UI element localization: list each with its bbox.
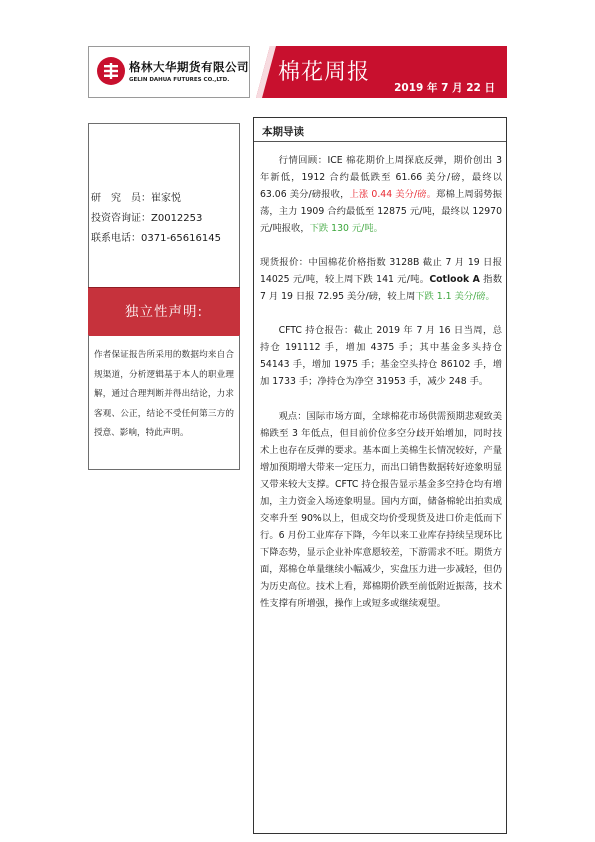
analyst-name: 研 究 员：崔家悦 xyxy=(91,193,181,204)
spot-price-cotlook: 指数 7 月 19 日报 72.95 美分/磅，较上周 xyxy=(260,274,503,302)
spot-price-paragraph xyxy=(260,254,502,305)
report-date: 2019 年 7 月 22 日 xyxy=(394,82,495,94)
company-emblem-icon xyxy=(97,57,125,85)
independence-statement-body: 作者保证报告所采用的数据均来自合规渠道，分析逻辑基于本人的职业理解，通过合理判断并得出结论，力求客观、公正，结论不受任何第三方的授意、影响，特此声明。 xyxy=(94,350,234,438)
outlook-paragraph: 观点：国际市场方面，全球棉花市场供需预期悲观致美棉跌至 3 年低点，但目前价位多空分歧开始增加，同时技术上也存在反弹的要求。基本面上美棉生长情况较好，产量增加预期增大带来一定压力，而出口销售数据转好迹象明显又带来较大支撑。CFTC 持仓报告显示基金多空持仓均有增加，主力资金入场迹象明显。国内方面，储备棉轮出拍卖成交率升至 90%以上，但成交均价受现货及进口价走低而下行。6 月份工业库存下降，今年以来工业库存持续呈现环比下降态势，显示企业补库意愿较差，下游需求不旺。期货方面，郑棉仓单量继续小幅减少，实盘压力进一步减轻，但仍为历史高位。技术上看，郑棉期价跌至前低附近振荡，技术性支撑有所增强，操作上或短多或继续观望。 xyxy=(260,411,502,609)
report-banner xyxy=(256,46,507,98)
ice-change-up: 上涨 0.44 美分/磅。 xyxy=(349,189,437,200)
cotlook-change-down: 下跌 1.1 美分/磅。 xyxy=(415,291,495,302)
zce-change-down: 下跌 130 元/吨。 xyxy=(309,223,383,234)
analyst-license: 投资咨询证：Z0012253 xyxy=(91,213,203,224)
spot-price-3128b: 现货报价：中国棉花价格指数 3128B 截止 7 月 19 日报 14025 元/吨，较上周下跌 141 元/吨。 xyxy=(260,257,502,285)
cotlook-a-label: Cotlook A xyxy=(429,274,480,285)
section-title: 本期导读 xyxy=(262,126,304,138)
independence-statement-title: 独立性声明: xyxy=(88,287,240,336)
analyst-contact xyxy=(91,189,221,249)
independence-statement-box xyxy=(88,335,240,470)
company-name-en: GELIN DAHUA FUTURES CO.,LTD. xyxy=(129,77,230,83)
company-name-cn: 格林大华期货有限公司 xyxy=(129,60,249,74)
report-title: 棉花周报 xyxy=(278,60,371,85)
analyst-info-box xyxy=(88,123,240,287)
analyst-phone: 联系电话：0371-65616145 xyxy=(91,233,221,244)
market-review-ice: 行情回顾：ICE 棉花期价上周探底反弹，期价创出 3 年新低，1912 合约最低跌至 61.66 美分/磅，最终以 63.06 美分/磅报收， xyxy=(260,155,502,200)
report-header xyxy=(88,46,507,100)
title-divider xyxy=(254,141,506,142)
cftc-paragraph: CFTC 持仓报告：截止 2019 年 7 月 16 日当周，总持仓 191112 手，增加 4375 手；其中基金多头持仓 54143 手，增加 1975 手；基金空头持仓 86102 手，增加 1733 手；净持仓为净空 31953 手，减少 248 手。 xyxy=(260,325,502,387)
company-logo xyxy=(88,46,250,98)
main-content-box xyxy=(253,117,507,834)
market-review-paragraph xyxy=(260,152,502,237)
market-review-zce: 郑棉上周弱势振荡，主力 1909 合约最低至 12875 元/吨，最终以 12970 元/吨报收， xyxy=(260,189,502,234)
